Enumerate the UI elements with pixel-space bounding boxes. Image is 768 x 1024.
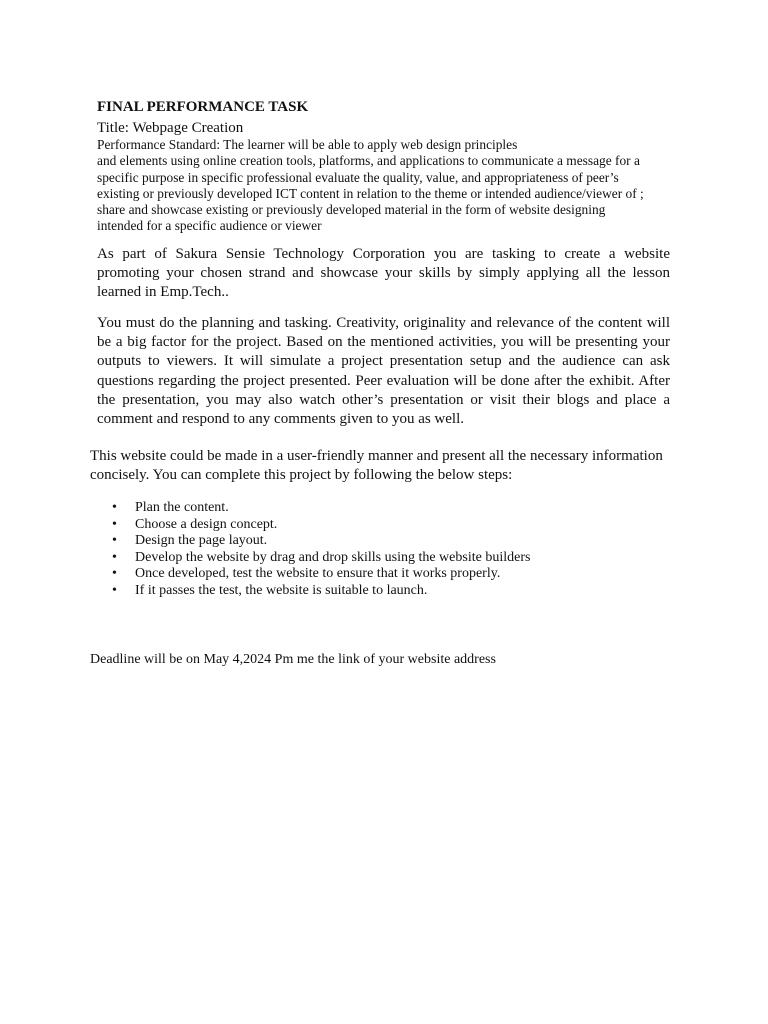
- performance-standard-line: specific purpose in specific professional evaluate the quality, value, and appropriateness of peer’s: [97, 169, 619, 185]
- step-text: Once developed, test the website to ensure that it works properly.: [135, 566, 501, 581]
- list-item: [90, 550, 690, 567]
- bullet-icon: •: [112, 516, 117, 532]
- step-text: If it passes the test, the website is suitable to launch.: [135, 582, 428, 598]
- performance-standard-line: intended for a specific audience or viewer: [97, 218, 322, 234]
- bullet-icon: •: [112, 566, 117, 581]
- paragraph-scenario: As part of Sakura Sensie Technology Corporation you are tasking to create a website promoting your chosen strand and showcase your skills by simply applying all the lesson learned in Emp.Tech..: [97, 246, 670, 301]
- list-item: [90, 566, 690, 583]
- steps-list: [90, 500, 690, 599]
- step-text: Design the page layout.: [135, 533, 268, 548]
- performance-standard: [97, 137, 677, 235]
- steps-intro: This website could be made in a user-friendly manner and present all the necessary information concisely. You can complete this project by following the below steps:: [90, 448, 663, 483]
- list-item: [90, 517, 690, 534]
- list-item: [90, 500, 690, 517]
- step-text: Develop the website by drag and drop skills using the website builders: [135, 549, 531, 565]
- step-text: Choose a design concept.: [135, 516, 278, 532]
- bullet-icon: •: [112, 549, 117, 565]
- bullet-icon: •: [112, 533, 117, 548]
- task-heading: FINAL PERFORMANCE TASK: [97, 99, 309, 115]
- paragraph-instructions: You must do the planning and tasking. Creativity, originality and relevance of the content will be a big factor for the project. Based on the mentioned activities, you will be presenting your outputs to viewers. It will simulate a project presentation setup and the audience can ask questions regarding the project presented. Peer evaluation will be done after the exhibit. After the presentation, you may also watch other’s presentation or visit their blogs and place a comment and respond to any comments given to you as well.: [97, 315, 670, 428]
- list-item: [90, 583, 690, 600]
- deadline-note: Deadline will be on May 4,2024 Pm me the link of your website address: [90, 652, 496, 667]
- bullet-icon: •: [112, 500, 117, 515]
- performance-standard-line: Performance Standard: The learner will be able to apply web design principles: [97, 137, 518, 152]
- performance-standard-line: existing or previously developed ICT content in relation to the theme or intended audience/viewer of ;: [97, 185, 644, 201]
- task-title: Title: Webpage Creation: [97, 120, 244, 136]
- list-item: [90, 533, 690, 550]
- bullet-icon: •: [112, 582, 117, 598]
- performance-standard-line: and elements using online creation tools, platforms, and applications to communicate a message for a: [97, 153, 640, 169]
- performance-standard-line: share and showcase existing or previously developed material in the form of website designing: [97, 202, 606, 218]
- step-text: Plan the content.: [135, 500, 229, 515]
